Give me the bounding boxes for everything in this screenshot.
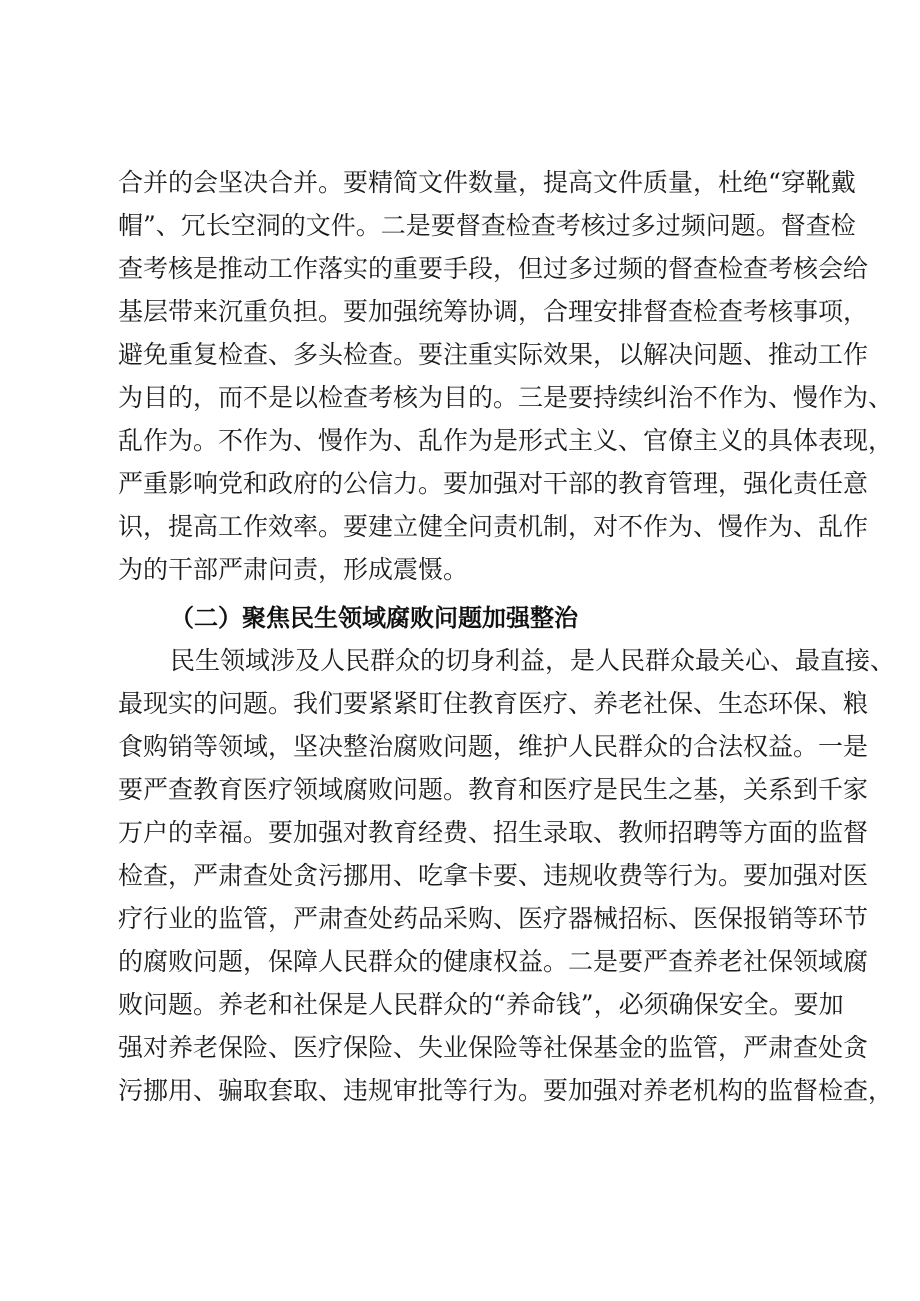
paragraph-line: 疗行业的监管，严肃查处药品采购、医疗器械招标、医保报销等环节 <box>118 904 869 933</box>
paragraph-line: 查考核是推动工作落实的重要手段，但过多过频的督查检查考核会给 <box>118 254 869 283</box>
paragraph-line: 检查，严肃查处贪污挪用、吃拿卡要、违规收费等行为。要加强对医 <box>118 861 869 890</box>
paragraph-line: 的腐败问题，保障人民群众的健康权益。二是要严查养老社保领域腐 <box>118 947 869 976</box>
paragraph-line: 帽”、冗长空洞的文件。二是要督查检查考核过多过频问题。督查检 <box>118 211 856 240</box>
paragraph-line: 败问题。养老和社保是人民群众的“养命钱”，必须确保安全。要加 <box>118 990 844 1019</box>
paragraph-line: 为的干部严肃问责，形成震慑。 <box>118 555 469 584</box>
paragraph-line: 基层带来沉重负担。要加强统筹协调，合理安排督查检查考核事项， <box>118 297 869 326</box>
paragraph-line: 识，提高工作效率。要建立健全问责机制，对不作为、慢作为、乱作 <box>118 512 869 541</box>
paragraph-line: 合并的会坚决合并。要精简文件数量，提高文件质量，杜绝“穿靴戴 <box>118 168 856 197</box>
paragraph-line: 民生领域涉及人民群众的切身利益，是人民群众最关心、最直接、 <box>170 646 896 675</box>
paragraph-line: 严重影响党和政府的公信力。要加强对干部的教育管理，强化责任意 <box>118 469 869 498</box>
paragraph-line: 避免重复检查、多头检查。要注重实际效果，以解决问题、推动工作 <box>118 340 869 369</box>
paragraph-line: 万户的幸福。要加强对教育经费、招生录取、教师招聘等方面的监督 <box>118 818 869 847</box>
paragraph-line: 乱作为。不作为、慢作为、乱作为是形式主义、官僚主义的具体表现， <box>118 426 894 455</box>
paragraph-line: 最现实的问题。我们要紧紧盯住教育医疗、养老社保、生态环保、粮 <box>118 689 869 718</box>
paragraph-line: 污挪用、骗取套取、违规审批等行为。要加强对养老机构的监督检查， <box>118 1076 894 1105</box>
paragraph-line: 要严查教育医疗领域腐败问题。教育和医疗是民生之基，关系到千家 <box>118 775 869 804</box>
paragraph-line: 为目的，而不是以检查考核为目的。三是要持续纠治不作为、慢作为、 <box>118 383 894 412</box>
paragraph-line: 强对养老保险、医疗保险、失业保险等社保基金的监管，严肃查处贪 <box>118 1033 869 1062</box>
paragraph-line: 食购销等领域，坚决整治腐败问题，维护人民群众的合法权益。一是 <box>118 732 869 761</box>
section-heading: （二）聚焦民生领域腐败问题加强整治 <box>170 604 578 632</box>
